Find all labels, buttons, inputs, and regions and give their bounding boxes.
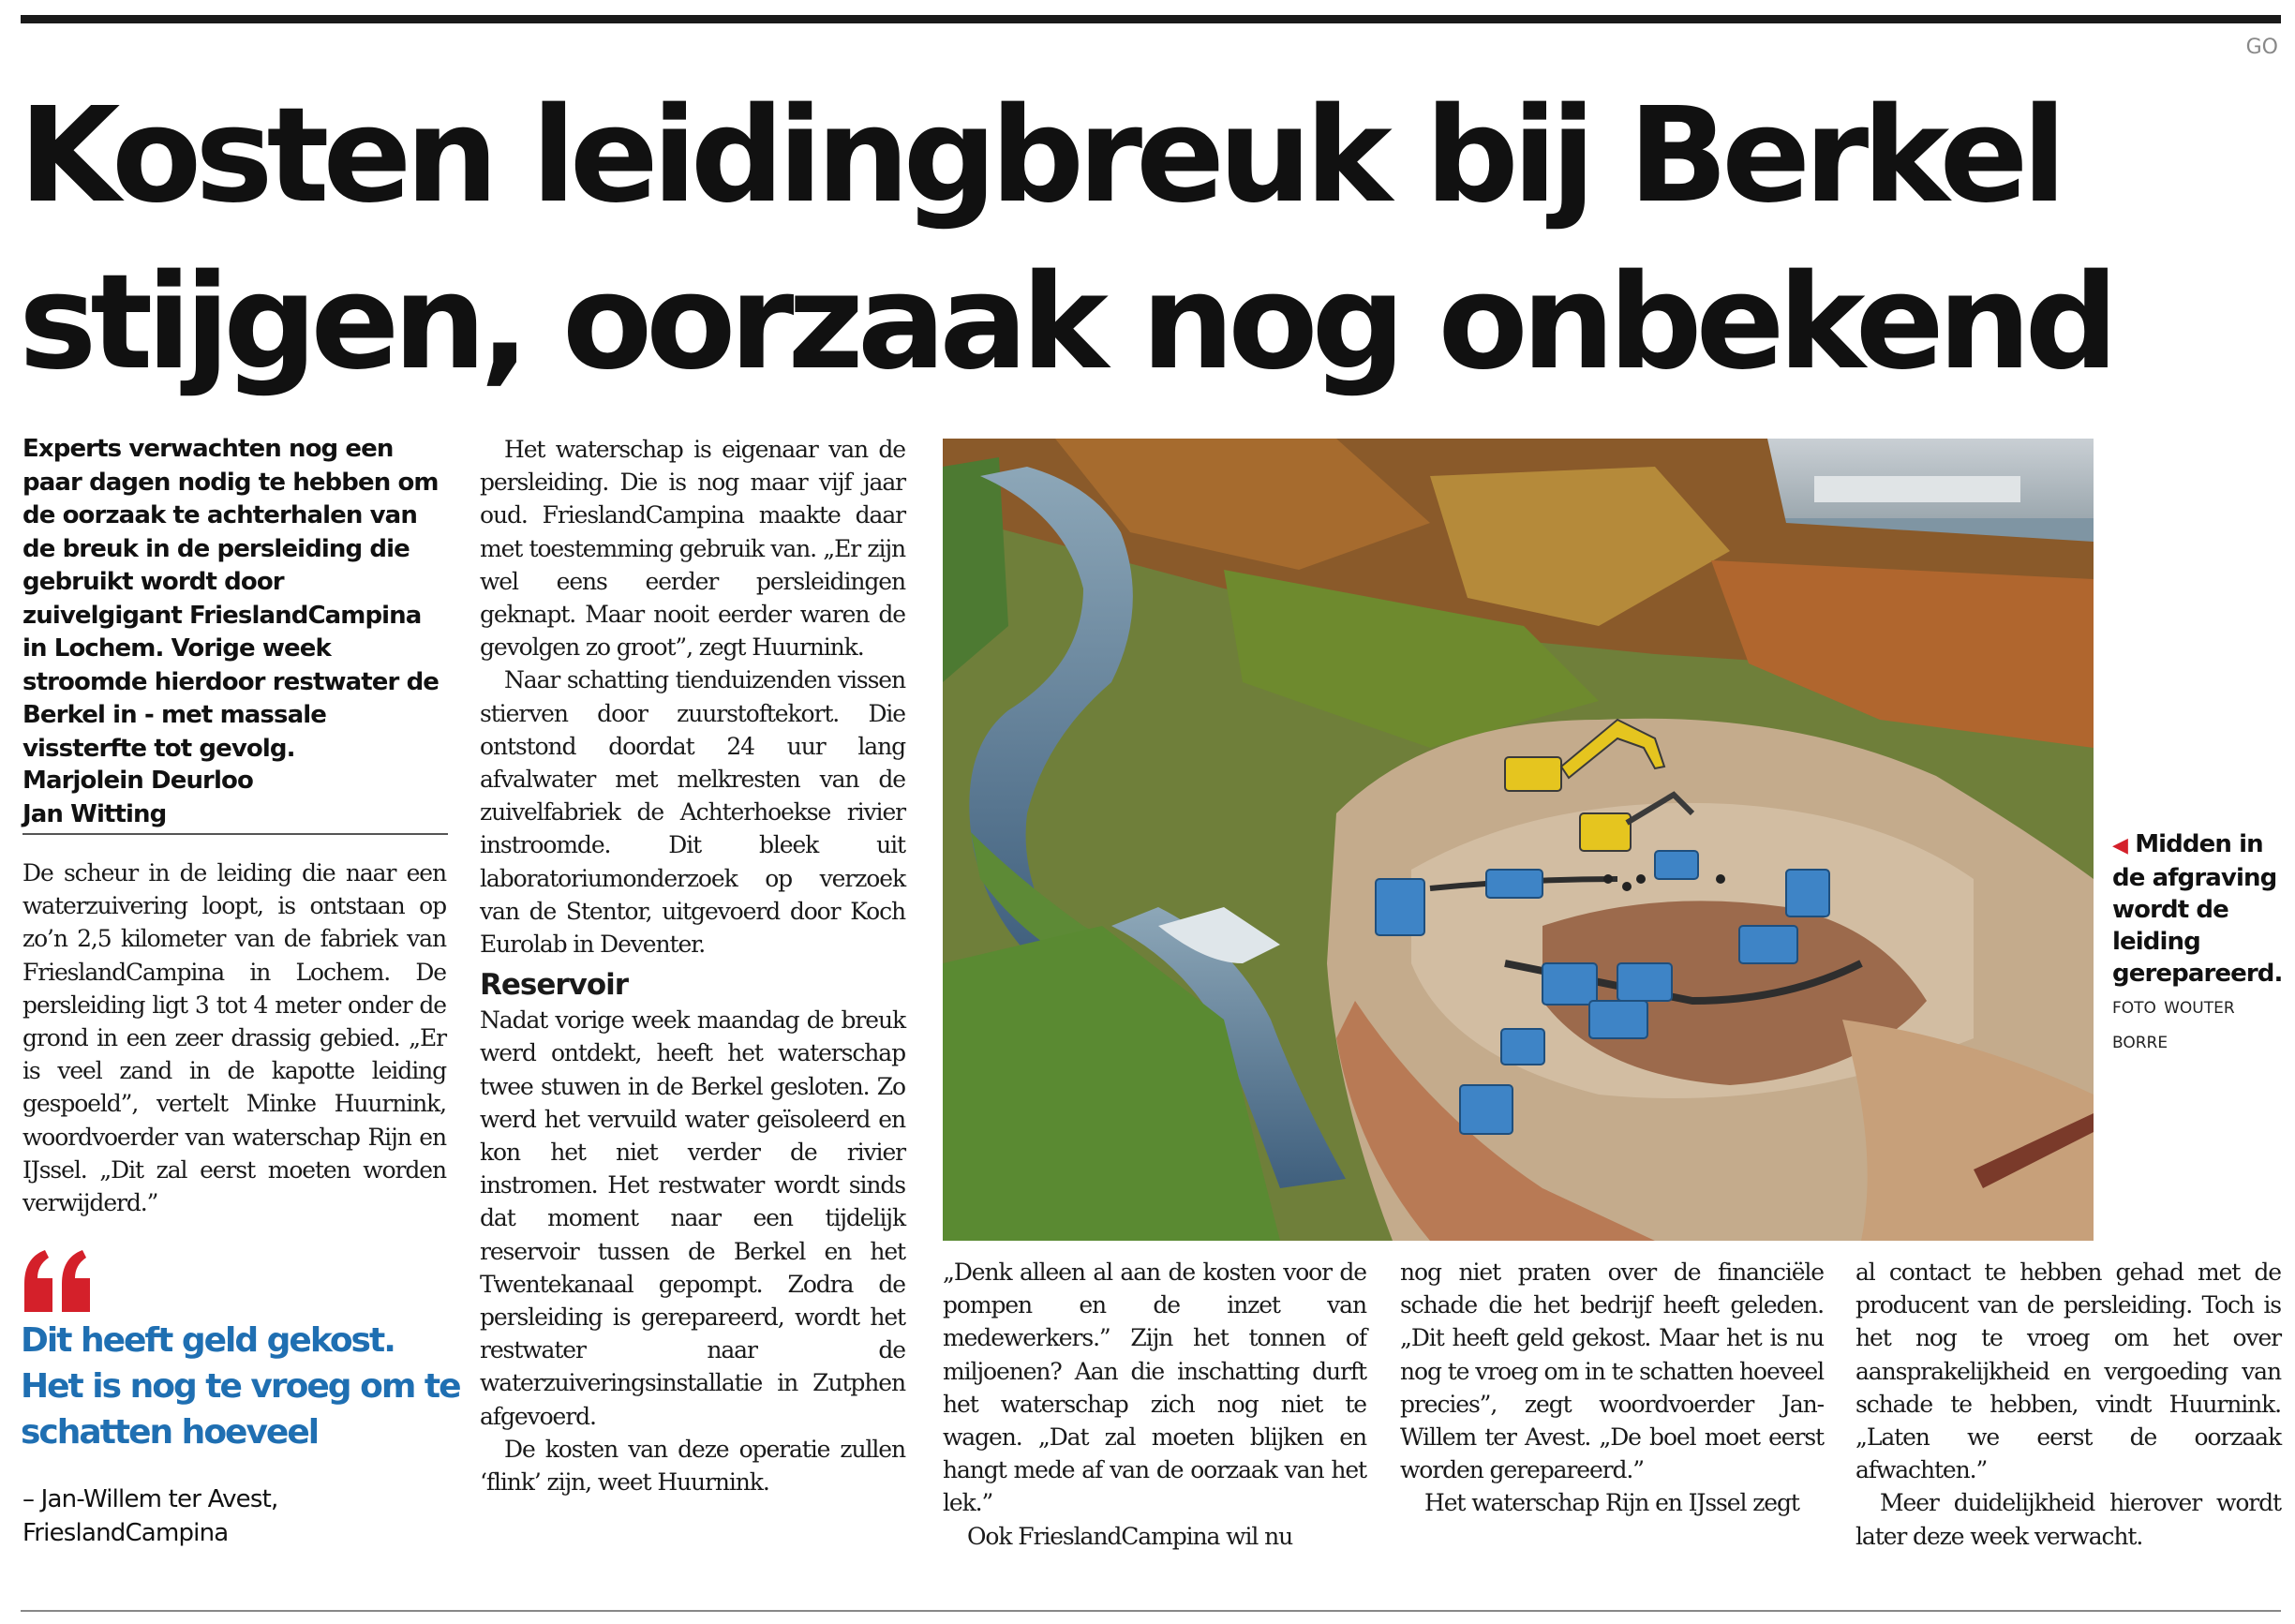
section-label: GO (2245, 36, 2278, 59)
aerial-photo-icon (943, 439, 2094, 1241)
pull-quote-attribution (22, 1482, 444, 1550)
headline-line-1: Kosten leidingbreuk bij Berkel (19, 80, 2061, 232)
body-column-1 (22, 857, 446, 1219)
body-paragraph: Ook FrieslandCampina wil nu (967, 1522, 1293, 1550)
body-paragraph: Het waterschap is eigenaar van de persleiding. Die is nog maar vijf jaar oud. FrieslandCampina maakte daar met toestemming gebruik van. „Er zijn wel eens eerder persleidingen geknapt. Maar nooit eerder waren de gevolgen zo groot”, zegt Huurnink. (480, 436, 905, 662)
body-paragraph: Naar schatting tienduizenden vissen stierven door zuurstoftekort. Die ontstond doordat 24 uur lang afvalwater met melkresten van de zuivelfabriek de Achterhoekse rivier instroomde. Dit bleek uit laboratoriumonderzoek op verzoek van de Stentor, uitgevoerd door Koch Eurolab in Deventer. (480, 666, 905, 959)
caption-marker-icon: ◀ (2112, 834, 2128, 857)
bottom-rule (21, 1610, 2281, 1612)
photo-credit-name: WOUTER BORRE (2112, 999, 2235, 1052)
body-paragraph: al contact te hebben gehad met de producent van de persleiding. Toch is het nog te vroeg om het over aansprakelijkheid en vergoeding van schade te hebben, vindt Huurnink. „Laten we eerst de oorzaak afwachten.” (1855, 1259, 2281, 1484)
photo-credit-label: FOTO (2112, 999, 2156, 1018)
photo-caption (2112, 828, 2288, 1059)
pull-quote-attribution-org: FrieslandCampina (22, 1519, 229, 1547)
body-paragraph: Meer duidelijkheid hierover wordt later deze week verwacht. (1855, 1489, 2281, 1550)
top-rule (21, 15, 2281, 23)
body-column-3 (943, 1256, 1366, 1553)
body-column-4 (1400, 1256, 1824, 1520)
subhead-reservoir: Reservoir (480, 968, 629, 1003)
byline (22, 764, 444, 831)
body-paragraph: Het waterschap Rijn en IJssel zegt (1424, 1489, 1799, 1517)
pull-quote: Dit heeft geld gekost. Het is nog te vroeg om te schatten hoeveel (21, 1321, 460, 1452)
headline-line-2: stijgen, oorzaak nog onbekend (19, 246, 2112, 399)
pull-quote-attribution-name: – Jan-Willem ter Avest, (22, 1485, 278, 1513)
author-2: Jan Witting (22, 800, 167, 828)
byline-divider (22, 833, 448, 835)
body-paragraph: nog niet praten over de financiële schade die het bedrijf heeft geleden. „Dit heeft geld gekost. Maar het is nu nog te vroeg om in te schatten hoeveel precies”, zegt woordvoerder Jan-Willem ter Avest. „De boel moet eerst worden gerepareerd.” (1400, 1259, 1824, 1484)
author-1: Marjolein Deurloo (22, 767, 253, 795)
quote-mark-icon (21, 1246, 96, 1312)
body-paragraph: De scheur in de leiding die naar een waterzuivering loopt, is ontstaan op zo’n 2,5 kilometer van de fabriek van FrieslandCampina in Lochem. De persleiding ligt 3 tot 4 meter onder de grond in een zeer drassig gebied. „Er is veel zand in de kapotte leiding gespoeld”, vertelt Minke Huurnink, woordvoerder van waterschap Rijn en IJssel. „Dit zal eerst moeten worden verwijderd.” (22, 859, 446, 1217)
caption-text: Midden in de afgraving wordt de leiding gerepareerd. (2112, 830, 2283, 988)
body-column-5 (1855, 1256, 2281, 1553)
lead-paragraph: Experts verwachten nog een paar dagen nodig te hebben om de oorzaak te achterhalen van de breuk in de persleiding die gebruikt wordt door zuivelgigant FrieslandCampina in Lochem. Vorige week stroomde hierdoor restwater de Berkel in - met massale vissterfte tot gevolg. (22, 435, 440, 763)
body-column-2 (480, 433, 905, 1498)
article-photo (943, 439, 2094, 1241)
headline (19, 73, 2287, 407)
body-paragraph: „Denk alleen al aan de kosten voor de pompen en de inzet van medewerkers.” Zijn het tonnen of miljoenen? Aan die inschatting durft het waterschap zich nog niet te wagen. „Dat zal moeten blijken en hangt mede af van de oorzaak van het lek.” (943, 1259, 1366, 1517)
body-paragraph: De kosten van deze operatie zullen ‘flink’ zijn, weet Huurnink. (480, 1435, 905, 1497)
body-paragraph: Nadat vorige week maandag de breuk werd ontdekt, heeft het waterschap twee stuwen in de Berkel gesloten. Zo werd het vervuild water geïsoleerd en kon het niet verder de rivier instromen. Het restwater wordt sinds dat moment naar een tijdelijk reservoir tussen de Berkel en het Twentekanaal gepompt. Zodra de persleiding is gerepareerd, wordt het restwater naar de waterzuiveringsinstallatie in Zutphen afgevoerd. (480, 1006, 905, 1430)
